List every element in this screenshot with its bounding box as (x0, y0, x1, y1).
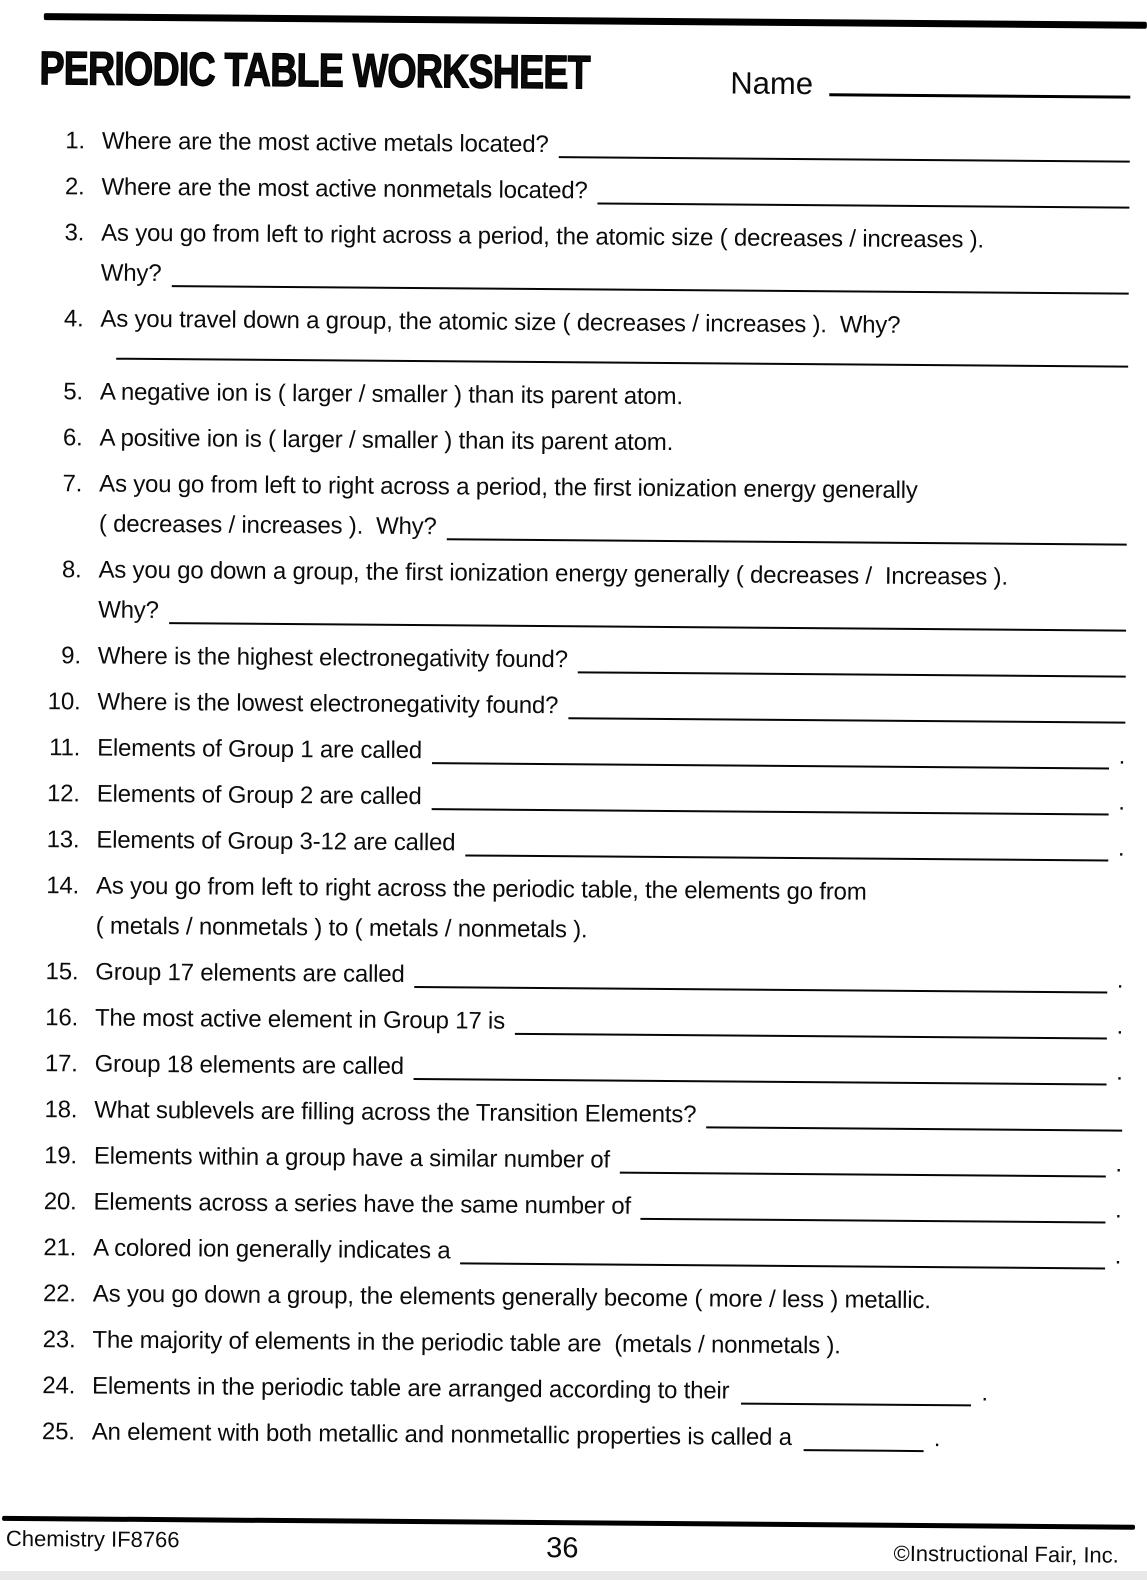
question-number: 20. (43, 1188, 77, 1216)
question-row (32, 998, 1123, 1047)
footer-book-id: Chemistry IF8766 (5, 1525, 180, 1553)
question-text: Elements in the periodic table are arranged according to their (92, 1372, 730, 1405)
question-row (36, 464, 1128, 553)
question-row (29, 1412, 1120, 1461)
question-row (31, 1090, 1122, 1139)
sentence-period: . (1115, 1150, 1122, 1178)
question-line (94, 1045, 1122, 1093)
question-content (99, 419, 1127, 467)
question-text: A colored ion generally indicates a (93, 1234, 451, 1265)
question-content (92, 1321, 1120, 1369)
question-number: 17. (44, 1050, 78, 1078)
question-row (30, 1182, 1121, 1231)
sentence-period: . (1116, 1012, 1124, 1040)
question-content (94, 1137, 1122, 1185)
question-row (31, 1044, 1122, 1093)
question-row (37, 372, 1128, 421)
question-number: 24. (42, 1372, 76, 1400)
answer-blank-line[interactable] (706, 1095, 1122, 1131)
question-line (92, 1367, 1120, 1415)
question-content (100, 373, 1128, 421)
question-content (93, 1275, 1121, 1323)
sentence-period: . (933, 1425, 941, 1453)
answer-blank-line[interactable] (432, 731, 1109, 769)
answer-blank-line[interactable] (171, 254, 1129, 295)
answer-blank-line[interactable] (558, 125, 1130, 162)
question-text: The majority of elements in the periodic table are (metals / nonmetals ). (92, 1326, 841, 1360)
question-line (101, 254, 1129, 302)
sentence-period: . (981, 1379, 988, 1407)
answer-blank-line[interactable] (620, 1141, 1106, 1178)
question-line (94, 1137, 1122, 1185)
question-number: 11. (49, 734, 81, 762)
question-line (97, 683, 1125, 731)
question-number: 7. (62, 470, 83, 498)
question-content (98, 551, 1127, 639)
question-line (95, 999, 1123, 1047)
question-line (93, 1275, 1121, 1323)
question-line (92, 1413, 1120, 1461)
question-list (28, 121, 1130, 1525)
question-number: 9. (61, 642, 81, 670)
question-line (96, 821, 1124, 869)
question-content (92, 1413, 1120, 1461)
question-line (102, 122, 1130, 170)
name-input-line[interactable] (829, 93, 1130, 98)
question-content (97, 683, 1125, 731)
question-number: 25. (41, 1418, 75, 1446)
answer-blank-line[interactable] (432, 777, 1109, 815)
question-text: As you go from left to right across a period, the first ionization energy generally (99, 470, 918, 504)
question-row (32, 952, 1123, 1001)
question-text: Elements of Group 1 are called (97, 734, 423, 765)
question-content (96, 867, 1125, 955)
answer-blank-line[interactable] (169, 591, 1127, 632)
question-content (97, 775, 1125, 823)
question-text: The most active element in Group 17 is (94, 1004, 506, 1035)
question-text: As you go from left to right across the periodic table, the elements go from (95, 872, 867, 906)
question-number: 1. (65, 127, 86, 155)
question-content (101, 214, 1130, 302)
question-row (33, 820, 1124, 869)
sentence-period: . (1116, 966, 1124, 994)
question-content (98, 637, 1126, 685)
question-row (30, 1228, 1121, 1277)
answer-blank-line[interactable] (515, 1002, 1107, 1040)
question-text: As you go down a group, the first ionization energy generally ( decreases / Increases ). (98, 556, 1008, 591)
sentence-period: . (1117, 834, 1125, 862)
question-row (38, 213, 1130, 302)
question-text: Group 17 elements are called (95, 958, 405, 988)
question-text: Where are the most active metals located? (101, 127, 549, 159)
question-number: 10. (47, 688, 81, 716)
answer-blank-line[interactable] (741, 1372, 971, 1407)
name-label: Name (730, 65, 814, 102)
question-text: An element with both metallic and nonmetallic properties is called a (91, 1418, 792, 1452)
answer-blank-line[interactable] (465, 823, 1108, 861)
question-number: 6. (62, 424, 83, 452)
answer-blank-line[interactable] (460, 1231, 1105, 1269)
question-number: 23. (42, 1326, 76, 1354)
question-number: 12. (46, 780, 80, 808)
question-row (39, 121, 1130, 170)
question-content (93, 1183, 1121, 1231)
question-number: 8. (61, 556, 82, 584)
question-text: ( metals / nonmetals ) to ( metals / nonmetals ). (95, 912, 588, 944)
question-line (93, 1229, 1121, 1277)
sentence-period: . (1114, 1242, 1122, 1270)
question-line (98, 637, 1126, 685)
question-content (99, 465, 1128, 553)
question-line (95, 953, 1123, 1001)
answer-blank-line[interactable] (447, 507, 1128, 545)
question-row (34, 774, 1125, 823)
question-row (31, 1136, 1122, 1185)
question-text: A positive ion is ( larger / smaller ) than its parent atom. (99, 424, 674, 457)
question-text: What sublevels are filling across the Transition Elements? (94, 1096, 697, 1129)
question-number: 15. (45, 958, 79, 986)
sentence-period: . (1118, 788, 1125, 816)
sentence-period: . (1118, 742, 1126, 770)
answer-blank-line[interactable] (598, 171, 1130, 208)
question-text: Elements within a group have a similar number of (93, 1142, 611, 1174)
question-content (100, 300, 1128, 375)
answer-blank-line[interactable] (578, 640, 1126, 677)
answer-blank-line[interactable] (414, 1047, 1107, 1085)
name-field (730, 65, 1130, 102)
question-content (102, 122, 1130, 170)
answer-blank-line[interactable] (568, 686, 1125, 723)
question-line (100, 300, 1128, 348)
question-line (96, 907, 1124, 955)
question-text: Elements across a series have the same number of (93, 1188, 631, 1220)
answer-blank-line[interactable] (804, 1418, 924, 1452)
question-row (34, 728, 1125, 777)
answer-blank-line[interactable] (641, 1187, 1105, 1224)
question-row (33, 866, 1125, 955)
question-line (99, 419, 1127, 467)
question-row (30, 1274, 1121, 1323)
question-text: Where are the most active nonmetals located? (101, 173, 588, 205)
question-row (36, 418, 1127, 467)
footer-publisher: ©Instructional Fair, Inc. (893, 1540, 1119, 1568)
question-content (94, 1045, 1122, 1093)
answer-blank-line[interactable] (415, 955, 1108, 993)
question-number: 14. (46, 872, 80, 900)
question-text: Where is the highest electronegativity found? (97, 642, 568, 674)
question-text: Elements of Group 3-12 are called (96, 826, 456, 857)
question-number: 19. (44, 1142, 78, 1170)
question-number: 22. (42, 1280, 76, 1308)
question-text: Elements of Group 2 are called (96, 780, 422, 811)
question-number: 16. (45, 1004, 79, 1032)
question-text: Why? (100, 259, 162, 288)
question-text: Group 18 elements are called (94, 1050, 404, 1080)
question-row (29, 1320, 1120, 1369)
question-number: 21. (43, 1234, 77, 1262)
question-number: 13. (46, 826, 80, 854)
question-line (94, 1091, 1122, 1139)
question-row (38, 167, 1129, 216)
question-line (93, 1183, 1121, 1231)
question-line (92, 1321, 1120, 1369)
sentence-period: . (1114, 1196, 1122, 1224)
question-text: As you go from left to right across a period, the atomic size ( decreases / increases ). (101, 219, 985, 254)
top-rule (44, 13, 1147, 29)
question-row (34, 682, 1125, 731)
question-line (100, 373, 1128, 421)
question-line (97, 729, 1125, 777)
question-text: Where is the lowest electronegativity found? (97, 688, 559, 720)
question-content (92, 1367, 1120, 1415)
question-line (101, 168, 1129, 216)
question-content (93, 1229, 1121, 1277)
question-number: 3. (64, 219, 85, 247)
question-content (96, 821, 1124, 869)
question-number: 5. (63, 378, 84, 406)
question-content (97, 729, 1125, 777)
question-content (95, 953, 1123, 1001)
worksheet-footer (5, 1516, 1119, 1570)
question-number: 4. (63, 305, 84, 333)
question-row (35, 636, 1126, 685)
worksheet-header (39, 40, 1130, 104)
question-number: 18. (44, 1096, 78, 1124)
question-line (99, 505, 1127, 553)
question-row (35, 550, 1127, 639)
question-number: 2. (64, 173, 85, 201)
answer-blank-line[interactable] (116, 358, 1128, 368)
question-row (29, 1366, 1120, 1415)
question-line (100, 358, 1128, 375)
footer-row (5, 1521, 1119, 1570)
question-content (95, 999, 1123, 1047)
question-line (97, 775, 1125, 823)
question-text: As you go down a group, the elements generally become ( more / less ) metallic. (92, 1280, 931, 1315)
question-content (101, 168, 1129, 216)
question-line (98, 591, 1126, 639)
question-row (37, 299, 1128, 375)
page-title: PERIODIC TABLE WORKSHEET (39, 41, 591, 99)
footer-page-number: 36 (546, 1532, 579, 1565)
sentence-period: . (1116, 1058, 1123, 1086)
question-text: Why? (98, 596, 159, 625)
question-text: As you travel down a group, the atomic size ( decreases / increases ). Why? (100, 305, 901, 339)
question-text: A negative ion is ( larger / smaller ) than its parent atom. (99, 378, 683, 411)
question-text: ( decreases / increases ). Why? (98, 510, 437, 541)
question-content (94, 1091, 1122, 1139)
